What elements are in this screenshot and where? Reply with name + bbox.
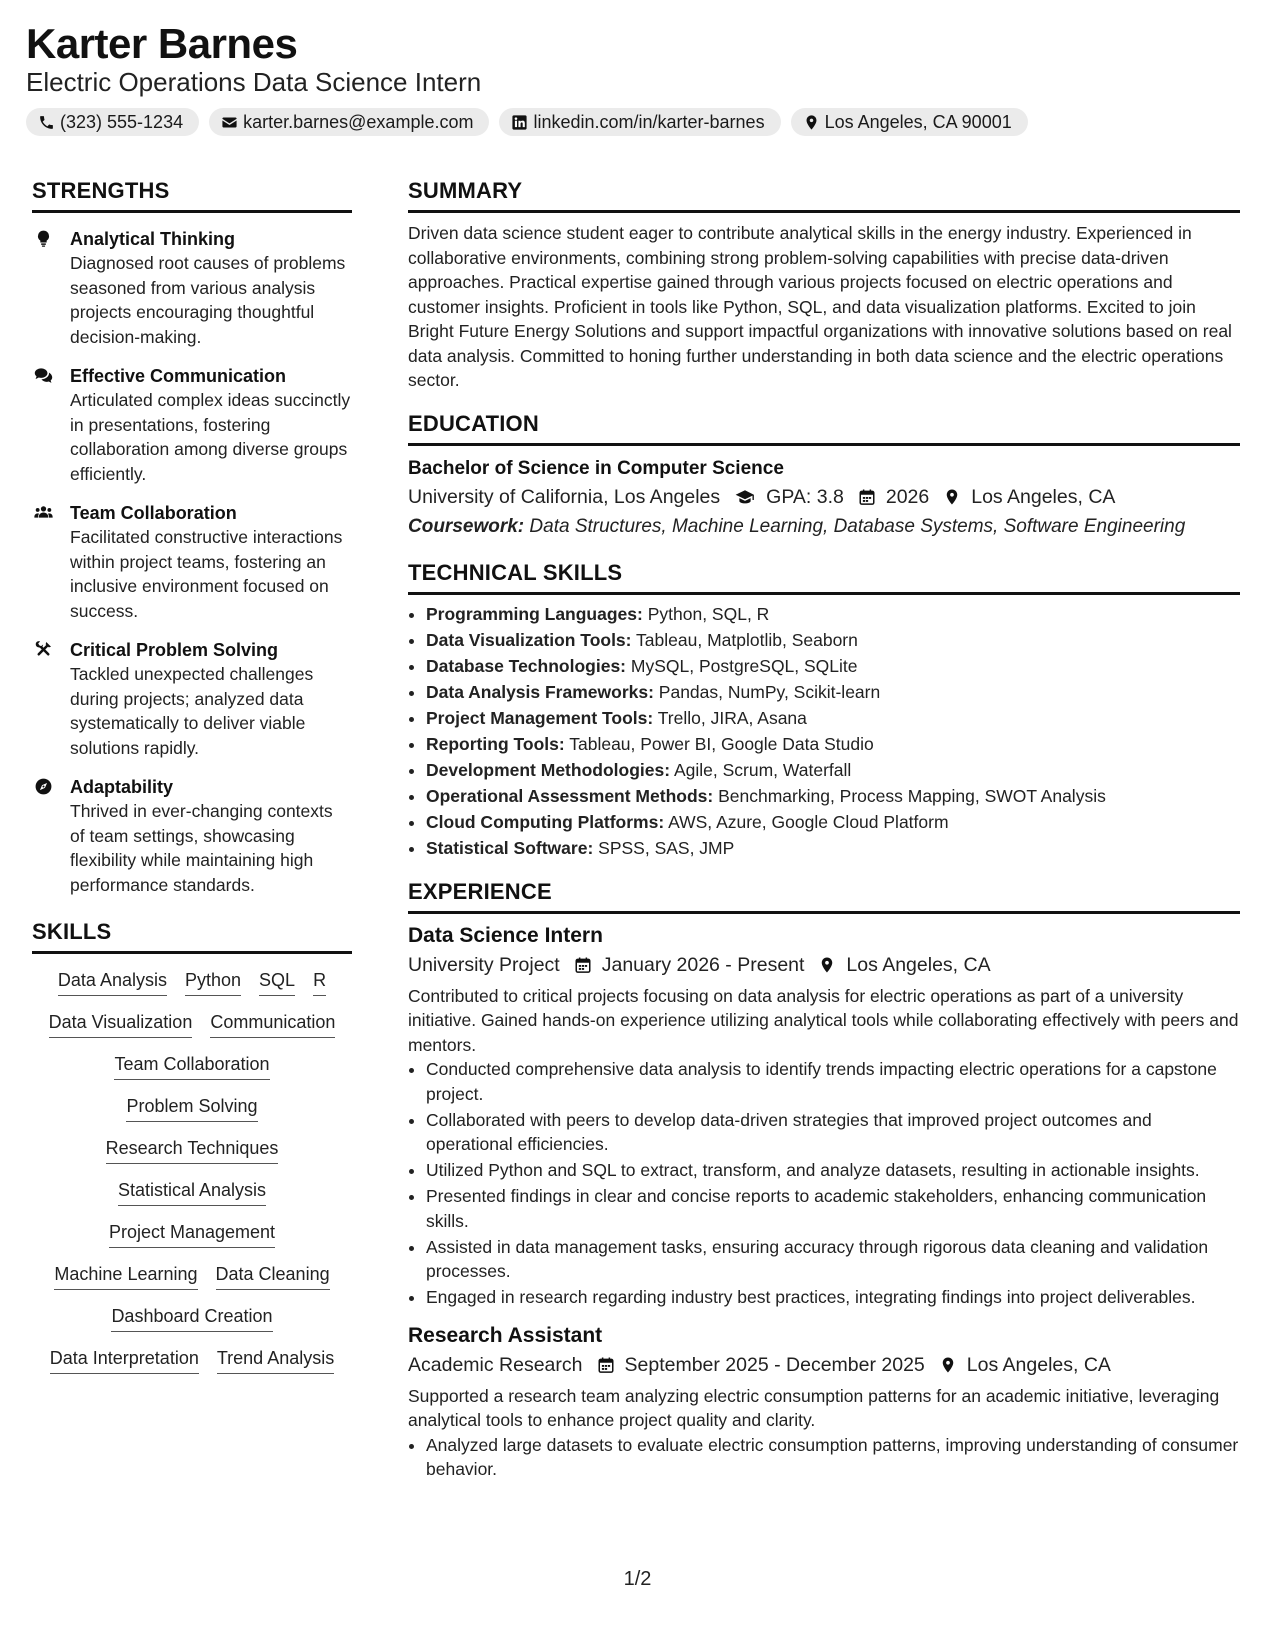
summary-heading: SUMMARY bbox=[408, 178, 1240, 213]
map-pin-icon bbox=[943, 488, 961, 506]
job-meta bbox=[408, 1350, 1240, 1380]
skill-values: Benchmarking, Process Mapping, SWOT Analysis bbox=[718, 785, 1106, 806]
contact-email[interactable] bbox=[209, 108, 489, 136]
contact-phone-text: (323) 555-1234 bbox=[60, 112, 184, 133]
experience-section bbox=[408, 879, 1240, 1482]
experience-entry bbox=[408, 922, 1240, 1310]
skill-tag: Data Visualization bbox=[49, 1010, 193, 1038]
skill-values: MySQL, PostgreSQL, SQLite bbox=[630, 655, 858, 676]
contact-bar bbox=[26, 108, 1246, 136]
strength-title: Team Collaboration bbox=[70, 503, 237, 523]
gpa: GPA: 3.8 bbox=[766, 485, 844, 508]
job-location: Los Angeles, CA bbox=[846, 953, 991, 976]
list-item bbox=[426, 627, 1240, 653]
calendar-icon bbox=[597, 1356, 615, 1374]
candidate-name: Karter Barnes bbox=[26, 20, 298, 67]
list-item: • Assisted in data management tasks, ensuring accuracy through rigorous data cleaning and validation processes. bbox=[426, 1235, 1240, 1284]
list-item bbox=[426, 601, 1240, 627]
skill-tag: R bbox=[313, 968, 326, 996]
skill-category: Statistical Software: bbox=[426, 837, 594, 858]
strength-item bbox=[32, 501, 352, 623]
job-location: Los Angeles, CA bbox=[966, 1353, 1111, 1376]
job-title-heading: Electric Operations Data Science Intern bbox=[26, 67, 482, 98]
strength-title: Analytical Thinking bbox=[70, 229, 236, 249]
skill-tag: Dashboard Creation bbox=[111, 1304, 272, 1332]
skill-tag: Data Interpretation bbox=[50, 1346, 199, 1374]
education-heading: EDUCATION bbox=[408, 411, 1240, 446]
skill-values: Tableau, Power BI, Google Data Studio bbox=[569, 733, 874, 754]
skill-tag: Problem Solving bbox=[126, 1094, 257, 1122]
list-item bbox=[426, 679, 1240, 705]
job-bullets bbox=[408, 1433, 1240, 1482]
skill-values: Pandas, NumPy, Scikit-learn bbox=[658, 681, 881, 702]
map-pin-icon bbox=[939, 1356, 957, 1374]
coursework bbox=[408, 512, 1240, 542]
job-description: Contributed to critical projects focusing on data analysis for electric operations as part of a university initiative. Gained hands-on experience utilizing analytical tools while collaborating effectively with peers and mentors. bbox=[408, 985, 1239, 1055]
strength-description: Tackled unexpected challenges during projects; analyzed data systematically to deliver viable solutions rapidly. bbox=[70, 664, 314, 758]
technical-skills-section bbox=[408, 560, 1240, 861]
strength-item bbox=[32, 775, 352, 897]
skill-tag: Machine Learning bbox=[54, 1262, 197, 1290]
coursework-list: Data Structures, Machine Learning, Database Systems, Software Engineering bbox=[529, 515, 1186, 537]
skill-values: Agile, Scrum, Waterfall bbox=[673, 759, 852, 780]
school-name: University of California, Los Angeles bbox=[408, 485, 721, 508]
strength-description: Thrived in ever-changing contexts of team settings, showcasing flexibility while maintaining high performance standards. bbox=[70, 801, 333, 895]
job-bullets bbox=[408, 1057, 1240, 1310]
skills-list bbox=[32, 968, 352, 1374]
list-item bbox=[426, 653, 1240, 679]
list-item bbox=[426, 731, 1240, 757]
list-item bbox=[426, 705, 1240, 731]
technical-skills-list bbox=[408, 601, 1240, 861]
list-item: • Conducted comprehensive data analysis to identify trends impacting electric operations for a capstone project. bbox=[426, 1057, 1240, 1106]
left-column bbox=[32, 178, 352, 1388]
strength-description: Diagnosed root causes of problems seasoned from various analysis projects encouraging thoughtful decision-making. bbox=[70, 253, 346, 347]
skill-category: Development Methodologies: bbox=[426, 759, 671, 780]
map-pin-icon bbox=[803, 114, 820, 131]
skill-values: Trello, JIRA, Asana bbox=[657, 707, 807, 728]
job-title: Data Science Intern bbox=[408, 923, 603, 947]
job-description: Supported a research team analyzing electric consumption patterns for an academic initiative, leveraging analytical tools to enhance project quality and clarity. bbox=[408, 1385, 1220, 1430]
skill-row bbox=[32, 1136, 352, 1164]
calendar-icon bbox=[858, 488, 876, 506]
strength-title: Critical Problem Solving bbox=[70, 640, 279, 660]
linkedin-icon bbox=[511, 114, 528, 131]
job-dates: September 2025 - December 2025 bbox=[624, 1353, 925, 1376]
skill-category: Data Visualization Tools: bbox=[426, 629, 632, 650]
skill-tag: Team Collaboration bbox=[114, 1052, 269, 1080]
skill-values: Tableau, Matplotlib, Seaborn bbox=[636, 629, 858, 650]
job-org: Academic Research bbox=[408, 1353, 583, 1376]
skill-values: Python, SQL, R bbox=[647, 603, 770, 624]
contact-email-text: karter.barnes@example.com bbox=[243, 112, 474, 133]
skill-category: Data Analysis Frameworks: bbox=[426, 681, 654, 702]
skill-row bbox=[32, 968, 352, 996]
education-meta bbox=[408, 482, 1240, 512]
education-section bbox=[408, 411, 1240, 542]
list-item bbox=[426, 809, 1240, 835]
skill-tag: Communication bbox=[210, 1010, 335, 1038]
job-org: University Project bbox=[408, 953, 560, 976]
skill-row bbox=[32, 1010, 352, 1038]
lightbulb-icon bbox=[32, 227, 54, 349]
coursework-label: Coursework: bbox=[408, 515, 525, 537]
users-icon bbox=[32, 501, 54, 623]
skill-category: Reporting Tools: bbox=[426, 733, 565, 754]
experience-entry bbox=[408, 1322, 1240, 1482]
list-item bbox=[426, 783, 1240, 809]
skill-tag: SQL bbox=[259, 968, 295, 996]
skill-category: Project Management Tools: bbox=[426, 707, 654, 728]
strength-description: Facilitated constructive interactions within project teams, fostering an inclusive environment focused on success. bbox=[70, 527, 343, 621]
job-dates: January 2026 - Present bbox=[601, 953, 805, 976]
skill-row bbox=[32, 1346, 352, 1374]
comments-icon bbox=[32, 364, 54, 486]
strength-item bbox=[32, 364, 352, 486]
list-item: • Analyzed large datasets to evaluate electric consumption patterns, improving understanding of consumer behavior. bbox=[426, 1433, 1240, 1482]
technical-skills-heading: TECHNICAL SKILLS bbox=[408, 560, 1240, 595]
list-item: • Utilized Python and SQL to extract, transform, and analyze datasets, resulting in actionable insights. bbox=[426, 1158, 1240, 1183]
contact-phone[interactable] bbox=[26, 108, 199, 136]
skill-category: Database Technologies: bbox=[426, 655, 627, 676]
job-meta bbox=[408, 950, 1240, 980]
resume-header bbox=[26, 20, 1246, 136]
strength-item bbox=[32, 638, 352, 760]
skill-tag: Research Techniques bbox=[106, 1136, 279, 1164]
envelope-icon bbox=[221, 114, 238, 131]
page-number: 1/2 bbox=[623, 1568, 652, 1590]
graduation-year: 2026 bbox=[885, 485, 930, 508]
skill-category: Operational Assessment Methods: bbox=[426, 785, 714, 806]
graduation-cap-icon bbox=[734, 488, 756, 506]
contact-linkedin[interactable] bbox=[499, 108, 780, 136]
skill-category: Cloud Computing Platforms: bbox=[426, 811, 665, 832]
skill-values: SPSS, SAS, JMP bbox=[598, 837, 735, 858]
skill-row bbox=[32, 1304, 352, 1332]
strength-title: Adaptability bbox=[70, 777, 174, 797]
map-pin-icon bbox=[818, 956, 836, 974]
skill-category: Programming Languages: bbox=[426, 603, 643, 624]
skill-row bbox=[32, 1178, 352, 1206]
contact-location-text: Los Angeles, CA 90001 bbox=[824, 112, 1012, 133]
tools-icon bbox=[32, 638, 54, 760]
compass-icon bbox=[32, 775, 54, 897]
phone-icon bbox=[38, 114, 55, 131]
strength-title: Effective Communication bbox=[70, 366, 287, 386]
strength-item bbox=[32, 227, 352, 349]
calendar-icon bbox=[574, 956, 592, 974]
skill-values: AWS, Azure, Google Cloud Platform bbox=[668, 811, 949, 832]
skill-row bbox=[32, 1094, 352, 1122]
summary-text: Driven data science student eager to contribute analytical skills in the energy industry. Experienced in collaborative environments, combining strong problem-solving capabilities with precise data-driven approaches. Practical expertise gained through various projects focused on electric operations and customer insights. Proficient in tools like Python, SQL, and data visualization platforms. Excited to join Bright Future Energy Solutions and support impactful organizations with innovative solutions based on real data analysis. Committed to honing further understanding in both data science and the electric operations sector. bbox=[408, 223, 1232, 390]
skills-heading: SKILLS bbox=[32, 919, 352, 954]
skill-tag: Data Analysis bbox=[58, 968, 167, 996]
strength-description: Articulated complex ideas succinctly in presentations, fostering collaboration among diverse groups efficiently. bbox=[70, 390, 351, 484]
skill-tag: Trend Analysis bbox=[217, 1346, 334, 1374]
experience-heading: EXPERIENCE bbox=[408, 879, 1240, 914]
education-location: Los Angeles, CA bbox=[971, 485, 1116, 508]
list-item bbox=[426, 835, 1240, 861]
job-title: Research Assistant bbox=[408, 1323, 603, 1347]
list-item: • Collaborated with peers to develop data-driven strategies that improved project outcomes and operational efficiencies. bbox=[426, 1108, 1240, 1157]
contact-location bbox=[791, 108, 1028, 136]
list-item bbox=[426, 757, 1240, 783]
skill-tag: Python bbox=[185, 968, 241, 996]
contact-linkedin-text: linkedin.com/in/karter-barnes bbox=[533, 112, 765, 133]
list-item: • Presented findings in clear and concise reports to academic stakeholders, enhancing communication skills. bbox=[426, 1184, 1240, 1233]
right-column bbox=[408, 178, 1240, 1483]
list-item: • Engaged in research regarding industry best practices, integrating findings into project deliverables. bbox=[426, 1285, 1240, 1310]
skill-row bbox=[32, 1262, 352, 1290]
skill-tag: Statistical Analysis bbox=[118, 1178, 266, 1206]
strengths-heading: STRENGTHS bbox=[32, 178, 352, 213]
skill-tag: Project Management bbox=[109, 1220, 275, 1248]
degree-title: Bachelor of Science in Computer Science bbox=[408, 457, 784, 479]
skill-row bbox=[32, 1052, 352, 1080]
skill-tag: Data Cleaning bbox=[216, 1262, 330, 1290]
skill-row bbox=[32, 1220, 352, 1248]
